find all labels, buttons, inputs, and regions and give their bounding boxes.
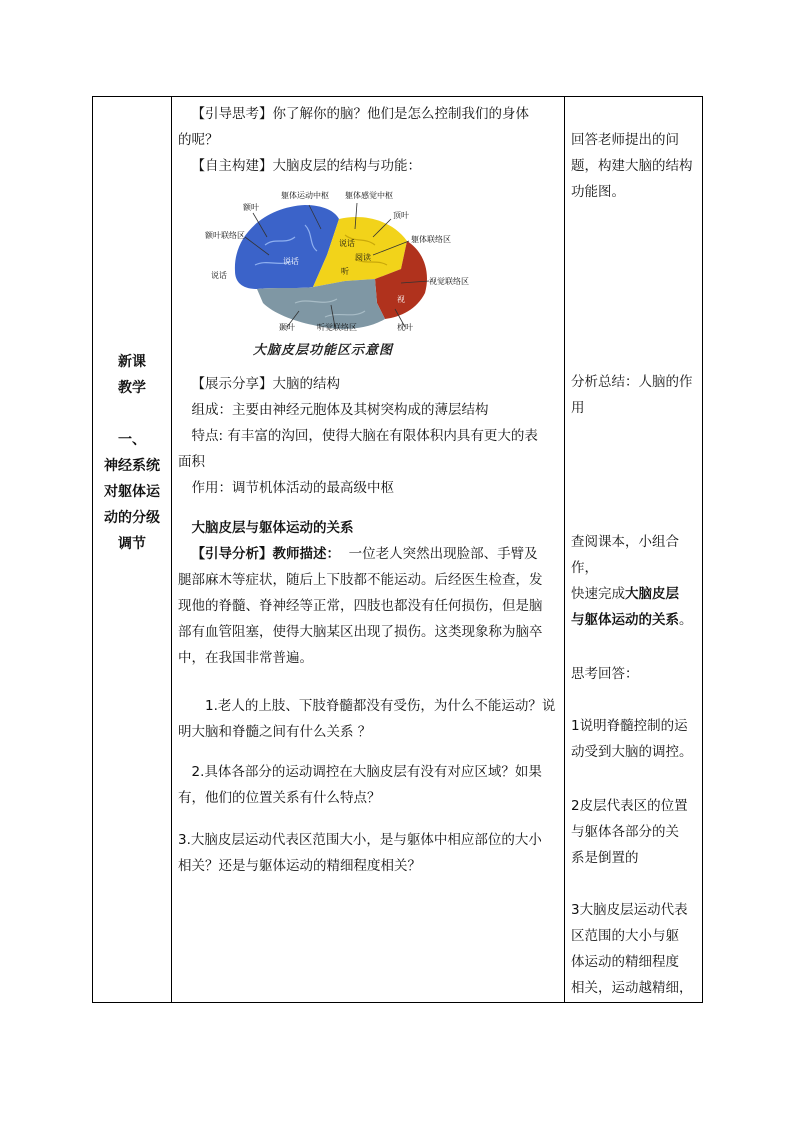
label-speak-center: 说话 [339,239,355,248]
label-listen: 听 [341,267,349,276]
guide-analysis-line [178,541,558,567]
section-name-line: 动的分级 [104,510,160,526]
section-name-line: 对躯体运 [104,484,160,500]
label-read: 阅读 [355,253,371,262]
activity-text: 思考回答： [571,666,639,682]
activity-text [571,607,699,633]
label-occipital: 枕叶 [397,323,413,332]
activity-text [571,581,699,607]
activity-text: 相关，运动越精细， [571,980,693,996]
composition-line: 组成：主要由神经元胞体及其树突构成的薄层结构 [191,402,489,418]
student-activity-block-2 [571,369,699,421]
column-divider-left [171,97,172,1002]
case-text-line: 部有血管阻塞，使得大脑某区出现了损伤。这类现象称为脑卒 [178,624,543,640]
case-text-line: 现他的脊髓、脊神经等正常，四肢也都没有任何损伤，但是脑 [178,598,543,614]
self-build-paragraph [178,153,558,179]
answer-2 [571,793,699,871]
section-number: 一、 [118,432,146,448]
answer-3 [571,897,699,1001]
activity-text: 体运动的精细程度 [571,954,679,970]
activity-text: 2皮层代表区的位置 [571,798,688,814]
section-title-line: 教学 [118,380,146,396]
activity-text: 题，构建大脑的结构 [571,158,693,174]
label-frontal-assoc: 额叶联络区 [205,231,245,240]
case-text: 一位老人突然出现脸部、手臂及 [348,546,538,562]
label-see: 视 [397,295,405,304]
activity-text: 3大脑皮层运动代表 [571,902,688,918]
activity-text: 用 [571,400,585,416]
guide-think-tag: 【引导思考】 [191,106,273,122]
teaching-content-column [178,97,558,879]
activity-text: 区范围的大小与躯 [571,928,679,944]
question-3-cont: 相关？还是与躯体运动的精细程度相关？ [178,858,421,874]
guide-think-text: 你了解你的脑？他们是怎么控制我们的身体 [272,106,529,122]
activity-text: 查阅课本，小组合作， [571,534,679,576]
case-text-line: 中，在我国非常普遍。 [178,650,313,666]
student-activity-block-4 [571,661,699,687]
section-column [93,349,171,557]
guide-think-text-cont: 的呢？ [178,132,219,148]
guide-think-paragraph [178,101,558,127]
brain-cortex-figure [205,185,475,363]
question-2: 2.具体各部分的运动调控在大脑皮层有没有对应区域？如果 [191,764,542,780]
student-activity-block-3 [571,529,699,633]
lesson-table [92,96,703,1003]
label-somatic-assoc: 躯体联络区 [411,235,451,244]
activity-text-part: 快速完成 [571,586,625,602]
self-build-tag: 【自主构建】 [191,158,273,174]
question-1: 1.老人的上肢、下肢脊髓都没有受伤，为什么不能运动？说 [205,698,556,714]
label-frontal: 额叶 [243,203,259,212]
label-somatic-motor: 躯体运动中枢 [281,191,329,200]
section-title-line: 新课 [118,354,146,370]
self-build-text: 大脑皮层的结构与功能： [272,158,421,174]
section-name-line: 神经系统 [104,458,160,474]
label-speak-blue: 说话 [283,257,299,266]
activity-text: 动受到大脑的调控。 [571,744,693,760]
teacher-desc-label: 教师描述： [272,546,340,562]
case-text-line: 腿部麻木等症状，随后上下肢都不能运动。后经医生检查，发 [178,572,543,588]
activity-text-bold: 与躯体运动的关系 [571,612,679,628]
activity-text: 与躯体各部分的关 [571,824,679,840]
label-speak-left: 说话 [211,271,227,280]
activity-text: 系是倒置的 [571,850,639,866]
activity-text: 1说明脊髓控制的运 [571,718,688,734]
label-parietal: 顶叶 [393,211,409,220]
activity-text: 功能图。 [571,184,625,200]
student-activity-block-1 [571,127,699,205]
label-somatic-sensory: 躯体感觉中枢 [345,191,393,200]
label-temporal: 颞叶 [279,323,295,332]
activity-text: 回答老师提出的问 [571,132,679,148]
question-2-cont: 有，他们的位置关系有什么特点？ [178,790,381,806]
figure-caption: 大脑皮层功能区示意图 [253,343,394,358]
label-auditory-assoc: 听觉联络区 [317,323,357,332]
activity-text-part: 。 [679,612,693,628]
question-3: 3.大脑皮层运动代表区范围大小，是与躯体中相应部位的大小 [178,832,542,848]
activity-text: 分析总结：人脑的作 [571,374,693,390]
show-share-tag: 【展示分享】 [191,376,273,392]
relation-title: 大脑皮层与躯体运动的关系 [191,520,354,536]
answer-1 [571,713,699,765]
feature-line-cont: 面积 [178,454,205,470]
question-1-cont: 明大脑和脊髓之间有什么关系 ？ [178,724,372,740]
show-share-text: 大脑的结构 [272,376,340,392]
feature-line: 特点: 有丰富的沟回，使得大脑在有限体积内具有更大的表 [191,428,538,444]
label-visual-assoc: 视觉联络区 [429,277,469,286]
show-share-paragraph [178,371,558,397]
guide-analysis-tag: 【引导分析】 [191,546,273,562]
section-name-line: 调节 [118,536,146,552]
function-line: 作用：调节机体活动的最高级中枢 [191,480,394,496]
column-divider-right [564,97,565,1002]
activity-text-bold: 大脑皮层 [625,586,679,602]
